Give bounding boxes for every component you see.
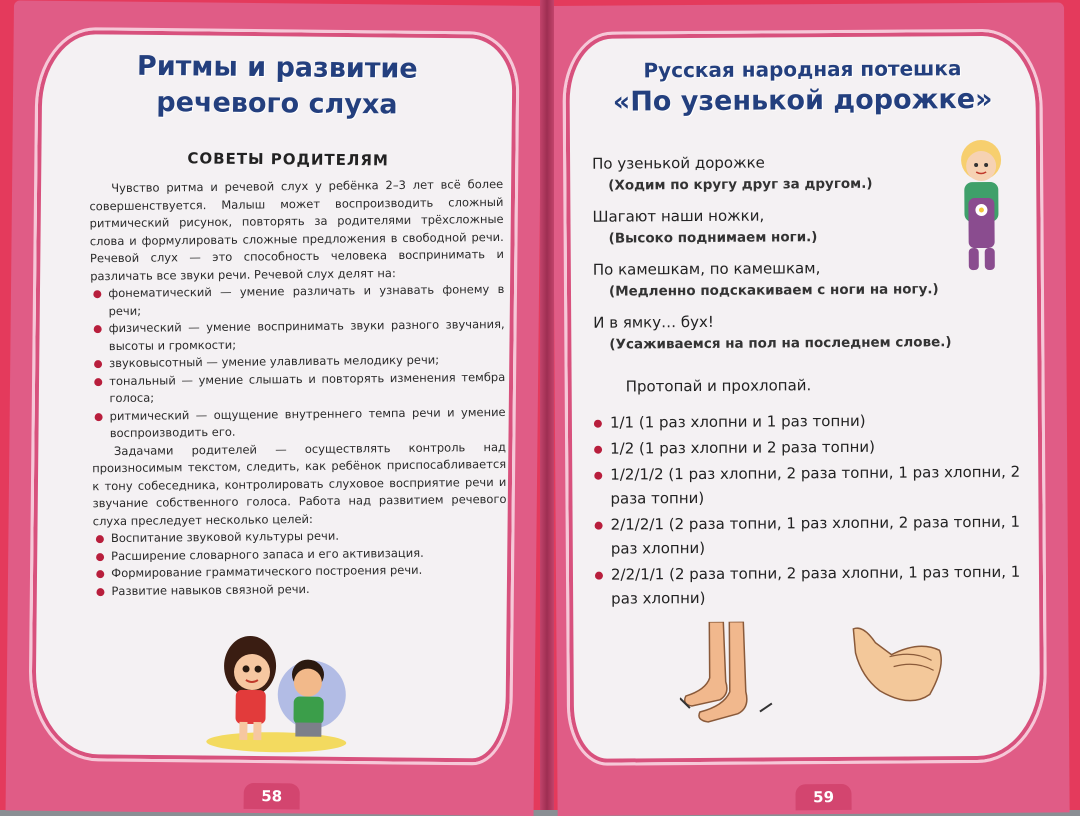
right-title-line1: Русская народная потешка	[643, 56, 962, 83]
pattern-item: 1/1 (1 раз хлопни и 1 раз топни)	[594, 408, 1034, 435]
hearing-type-item: фонематический — умение различать и узнавать фонему в речи;	[90, 281, 504, 320]
pattern-item: 2/1/2/1 (2 раза топни, 1 раз хлопни, 2 раза топни, 1 раз хлопни)	[595, 510, 1035, 561]
goal-item: Развитие навыков связной речи.	[93, 578, 507, 600]
left-page-title	[38, 48, 517, 125]
rhyme-action: (Медленно подскакиваем с ноги на ногу.)	[608, 281, 939, 300]
goal-item: Воспитание звуковой культуры речи.	[93, 526, 507, 548]
hearing-type-item: звуковысотный — умение улавливать мелодику речи;	[91, 351, 505, 373]
pattern-item: 1/2/1/2 (1 раз хлопни, 2 раза топни, 1 раз хлопни, 2 раза топни)	[594, 460, 1034, 511]
left-title-line1: Ритмы и развитие	[136, 50, 418, 85]
goals-list	[93, 526, 508, 600]
children-illustration	[201, 613, 352, 755]
goal-item: Расширение словарного запаса и его активизация.	[93, 543, 507, 565]
right-page	[552, 2, 1070, 816]
pattern-item: 2/2/1/1 (2 раза топни, 2 раза хлопни, 1 раз топни, 1 раз хлопни)	[595, 560, 1035, 611]
toddler-illustration	[946, 136, 1017, 276]
page-number-left: 58	[244, 783, 300, 810]
clapping-hands-illustration	[849, 620, 950, 711]
rhyme-line: И в ямку… бух!	[593, 312, 714, 332]
book-spine	[540, 0, 554, 810]
rhyme-line: Шагают наши ножки,	[592, 206, 765, 226]
section-heading: СОВЕТЫ РОДИТЕЛЯМ	[187, 149, 389, 170]
rhyme-stanza	[593, 309, 1033, 356]
rhyme-action: (Усаживаемся на пол на последнем слове.)	[609, 334, 952, 353]
hearing-type-item: физический — умение воспринимать звуки разного звучания, высоты и громкости;	[91, 316, 505, 355]
left-text-panel	[28, 27, 520, 766]
game-title: Протопай и прохлопай.	[625, 376, 812, 396]
feet-illustration	[679, 621, 790, 732]
rhyme-line: По камешкам, по камешкам,	[592, 259, 821, 279]
rhyme-line: По узенькой дорожке	[592, 153, 765, 173]
left-page	[6, 0, 542, 815]
pattern-item: 1/2 (1 раз хлопни и 2 раза топни)	[594, 434, 1034, 461]
hearing-type-item: тональный — умение слышать и повторять изменения тембра голоса;	[91, 368, 505, 407]
clap-stomp-patterns	[594, 408, 1035, 613]
goal-item: Формирование грамматического построения речи.	[93, 561, 507, 583]
page-number-right: 59	[795, 784, 851, 810]
rhyme-action: (Высоко поднимаем ноги.)	[608, 229, 818, 247]
right-page-title	[565, 54, 1039, 121]
rhyme-action: (Ходим по кругу друг за другом.)	[608, 175, 873, 194]
intro-paragraph: Чувство ритма и речевой слух у ребёнка 2–3 лет всё более совершенствуется. Малыш может воспроизводить сложный ритмический рисунок, повторять за родителями трёхсложные слова и формулировать сложные предложения в свободной речи. Речевой слух — это способность человека воспринимать и различать все звуки речи. Речевой слух делят на:	[89, 176, 505, 283]
left-body-text	[89, 176, 507, 600]
right-text-panel	[562, 29, 1047, 766]
hearing-types-list	[90, 281, 506, 443]
hearing-type-item: ритмический — ощущение внутреннего темпа речи и умение воспроизводить его.	[92, 403, 506, 442]
tasks-paragraph: Задачами родителей — осуществлять контроль над произносимым текстом, следить, как ребёнок приспосабливается к тону собеседника, контролировать слуховое восприятие речи и звучание собственного голоса. Работа над развитием речевого слуха преследует несколько целей:	[92, 439, 507, 528]
left-title-line2: речевого слуха	[156, 86, 398, 121]
right-title-line2: «По узенькой дорожке»	[612, 83, 993, 118]
